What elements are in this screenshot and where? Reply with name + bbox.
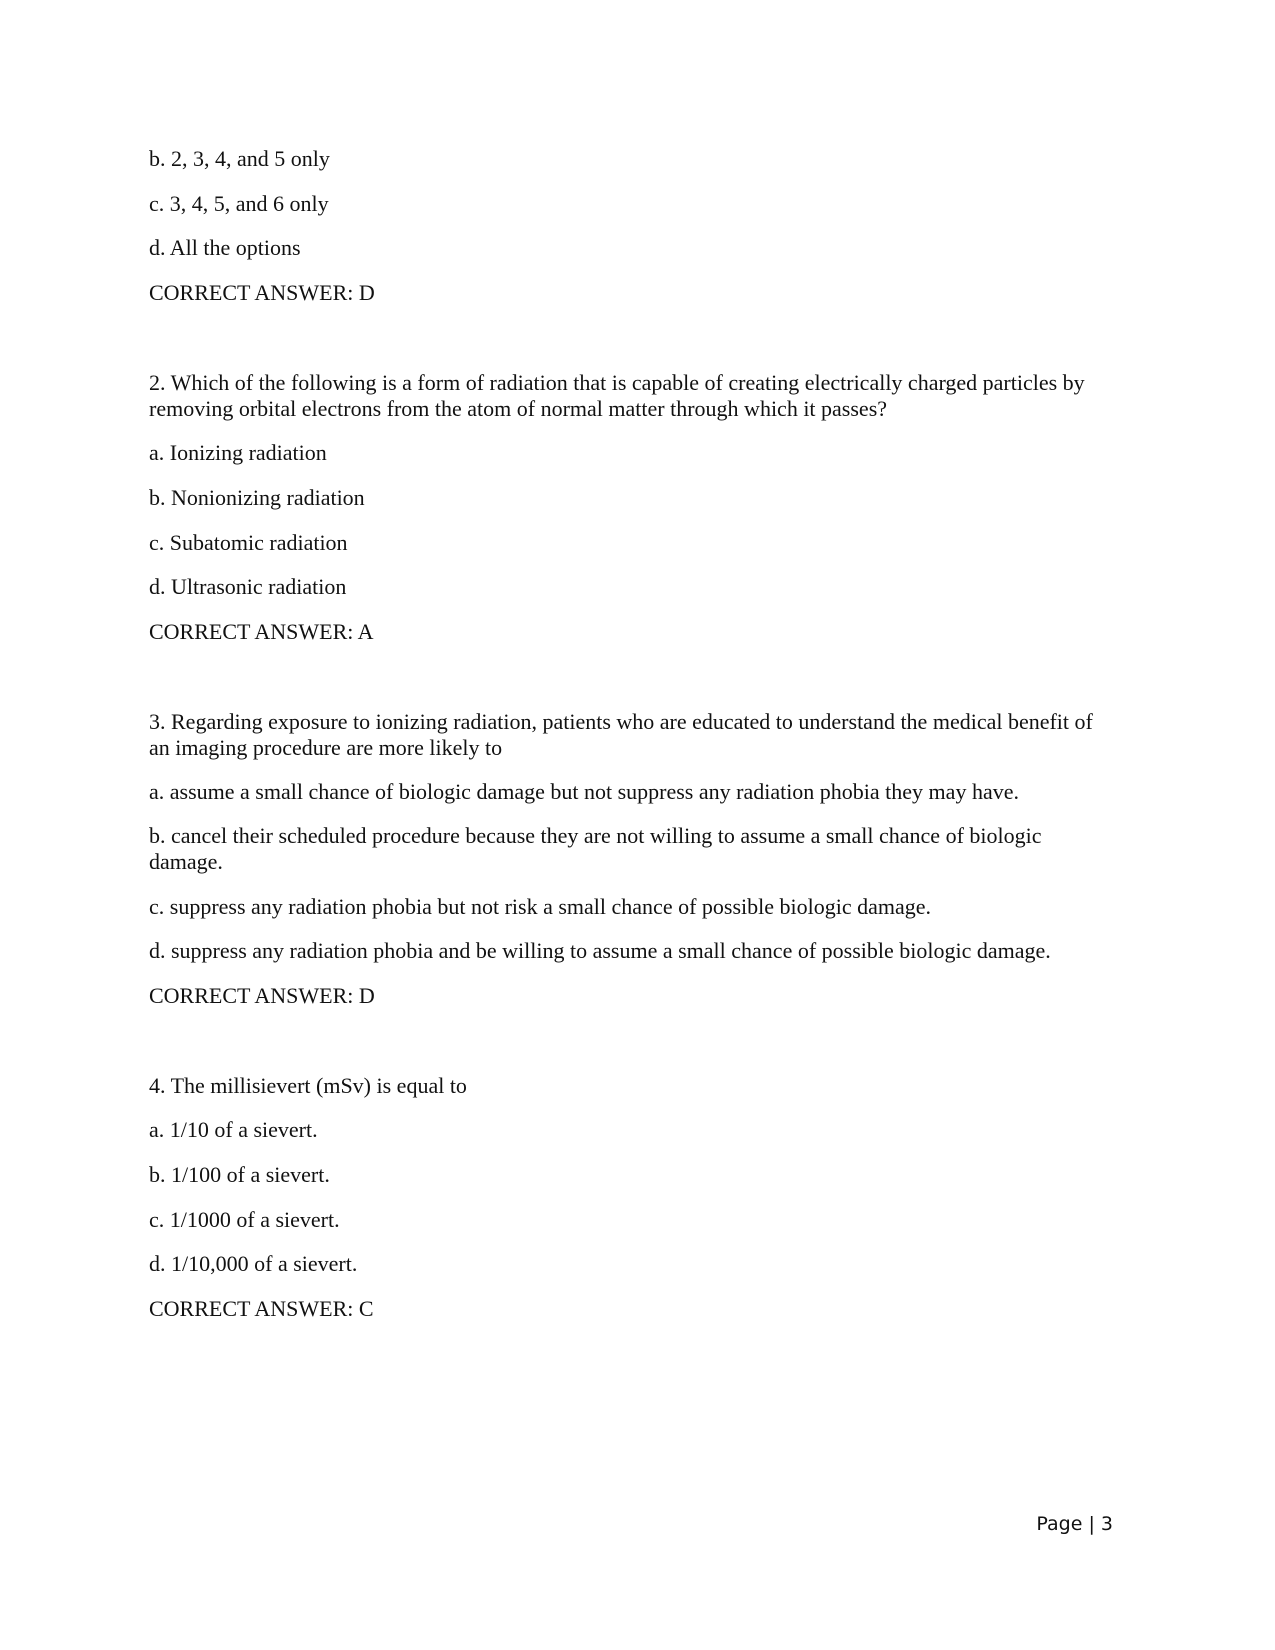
option-line: b. 1/100 of a sievert. [149, 1162, 330, 1187]
correct-answer: CORRECT ANSWER: A [149, 619, 374, 644]
option-line: b. cancel their scheduled procedure because they are not willing to assume a small chance of biologic damage. [149, 823, 1042, 874]
option-line: d. All the options [149, 235, 301, 260]
correct-answer: CORRECT ANSWER: D [149, 983, 375, 1008]
option-line: a. assume a small chance of biologic damage but not suppress any radiation phobia they may have. [149, 779, 1019, 804]
page-number: Page | 3 [1036, 1513, 1113, 1535]
option-line: c. 3, 4, 5, and 6 only [149, 191, 329, 216]
option-line: a. Ionizing radiation [149, 440, 327, 465]
correct-answer: CORRECT ANSWER: D [149, 280, 375, 305]
option-line: c. Subatomic radiation [149, 530, 348, 555]
option-line: b. Nonionizing radiation [149, 485, 365, 510]
option-line: d. 1/10,000 of a sievert. [149, 1251, 358, 1276]
option-line: c. 1/1000 of a sievert. [149, 1207, 340, 1232]
question-text: 2. Which of the following is a form of radiation that is capable of creating electrically charged particles by removing orbital electrons from the atom of normal matter through which it passes? [149, 370, 1085, 421]
option-line: d. suppress any radiation phobia and be willing to assume a small chance of possible biologic damage. [149, 938, 1051, 963]
option-line: d. Ultrasonic radiation [149, 574, 347, 599]
option-line: b. 2, 3, 4, and 5 only [149, 146, 330, 171]
correct-answer: CORRECT ANSWER: C [149, 1296, 374, 1321]
question-text: 3. Regarding exposure to ionizing radiation, patients who are educated to understand the medical benefit of an imaging procedure are more likely to [149, 709, 1093, 760]
option-line: a. 1/10 of a sievert. [149, 1117, 318, 1142]
option-line: c. suppress any radiation phobia but not risk a small chance of possible biologic damage. [149, 894, 932, 919]
question-text: 4. The millisievert (mSv) is equal to [149, 1073, 467, 1098]
